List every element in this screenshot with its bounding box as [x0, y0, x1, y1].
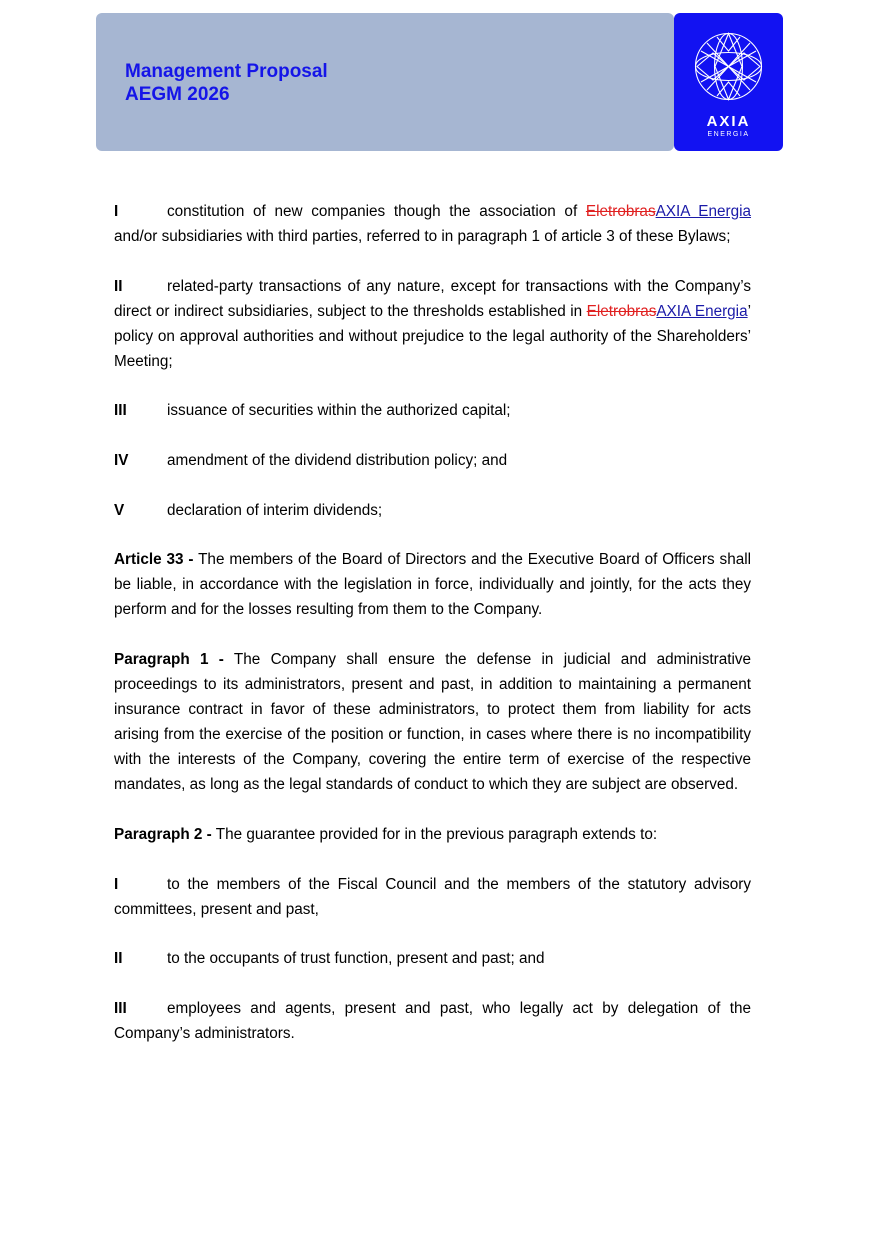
title-line-1: Management Proposal	[125, 61, 328, 82]
axia-logo	[674, 13, 783, 151]
logo-wordmark: AXIA	[706, 113, 751, 130]
article-text: The members of the Board of Directors and the Executive Board of Officers shall be liable, in accordance with the legislation in force, individually and jointly, for the acts they perform and for the losses resulting from them to the Company.	[114, 551, 752, 619]
list-item	[114, 996, 751, 1046]
item-number: II	[114, 277, 123, 295]
item-number: V	[114, 501, 125, 519]
list-item	[114, 448, 751, 473]
item-number: I	[114, 203, 119, 220]
item-number: II	[114, 950, 123, 968]
list-item	[114, 274, 751, 374]
inserted-text: AXIA Energia	[655, 203, 752, 220]
item-text: declaration of interim dividends;	[167, 501, 383, 519]
item-text: constitution of new companies though the association of	[167, 203, 586, 220]
article-label: Article 33 -	[114, 551, 194, 569]
item-text: related-party transactions of any nature, except for transactions with the Company’s direct or indirect subsidiaries, subject to the thresholds established in	[114, 277, 751, 320]
paragraph-label: Paragraph 1 -	[114, 651, 224, 669]
list-item	[114, 498, 751, 523]
list-item	[114, 398, 751, 423]
inserted-text: AXIA Energia	[656, 302, 748, 320]
list-item	[114, 946, 751, 971]
item-text: to the occupants of trust function, present and past; and	[167, 950, 545, 968]
item-number: IV	[114, 452, 129, 470]
item-text: employees and agents, present and past, who legally act by delegation of the Company’s administrators.	[114, 999, 751, 1042]
globe-icon	[693, 31, 764, 102]
deleted-text: Eletrobras	[585, 203, 656, 220]
page-title	[125, 60, 328, 106]
item-text: amendment of the dividend distribution policy; and	[167, 452, 508, 470]
item-number: I	[114, 875, 119, 893]
logo-subtitle: ENERGIA	[707, 131, 750, 138]
item-text-cont: and/or subsidiaries with third parties, referred to in paragraph 1 of article 3 of these Bylaws;	[114, 228, 731, 245]
item-number: III	[114, 402, 127, 420]
list-item	[114, 199, 751, 249]
document-body	[114, 199, 751, 1071]
article-33	[114, 547, 751, 622]
item-text: to the members of the Fiscal Council and the members of the statutory advisory committees, present and past,	[114, 875, 751, 918]
item-number: III	[114, 999, 127, 1017]
paragraph-text: The Company shall ensure the defense in judicial and administrative proceedings to its administrators, present and past, in addition to maintaining a permanent insurance contract in favor of these administrators, to protect them from liability for acts arising from the exercise of the position or function, in cases where there is no incompatibility with the interests of the Company, covering the entire term of exercise of the respective mandates, as long as the legal standards of conduct to which they are subject are observed.	[114, 651, 752, 794]
title-line-2: AEGM 2026	[125, 84, 230, 105]
list-item	[114, 872, 751, 922]
deleted-text: Eletrobras	[586, 302, 657, 320]
paragraph-2	[114, 822, 751, 847]
paragraph-1	[114, 647, 751, 797]
item-text-cont: ’ policy on approval authorities and without prejudice to the legal authority of the Shareholders’ Meeting;	[114, 302, 751, 370]
paragraph-label: Paragraph 2 -	[114, 825, 212, 843]
paragraph-text: The guarantee provided for in the previous paragraph extends to:	[211, 825, 658, 843]
item-text: issuance of securities within the authorized capital;	[167, 402, 511, 420]
